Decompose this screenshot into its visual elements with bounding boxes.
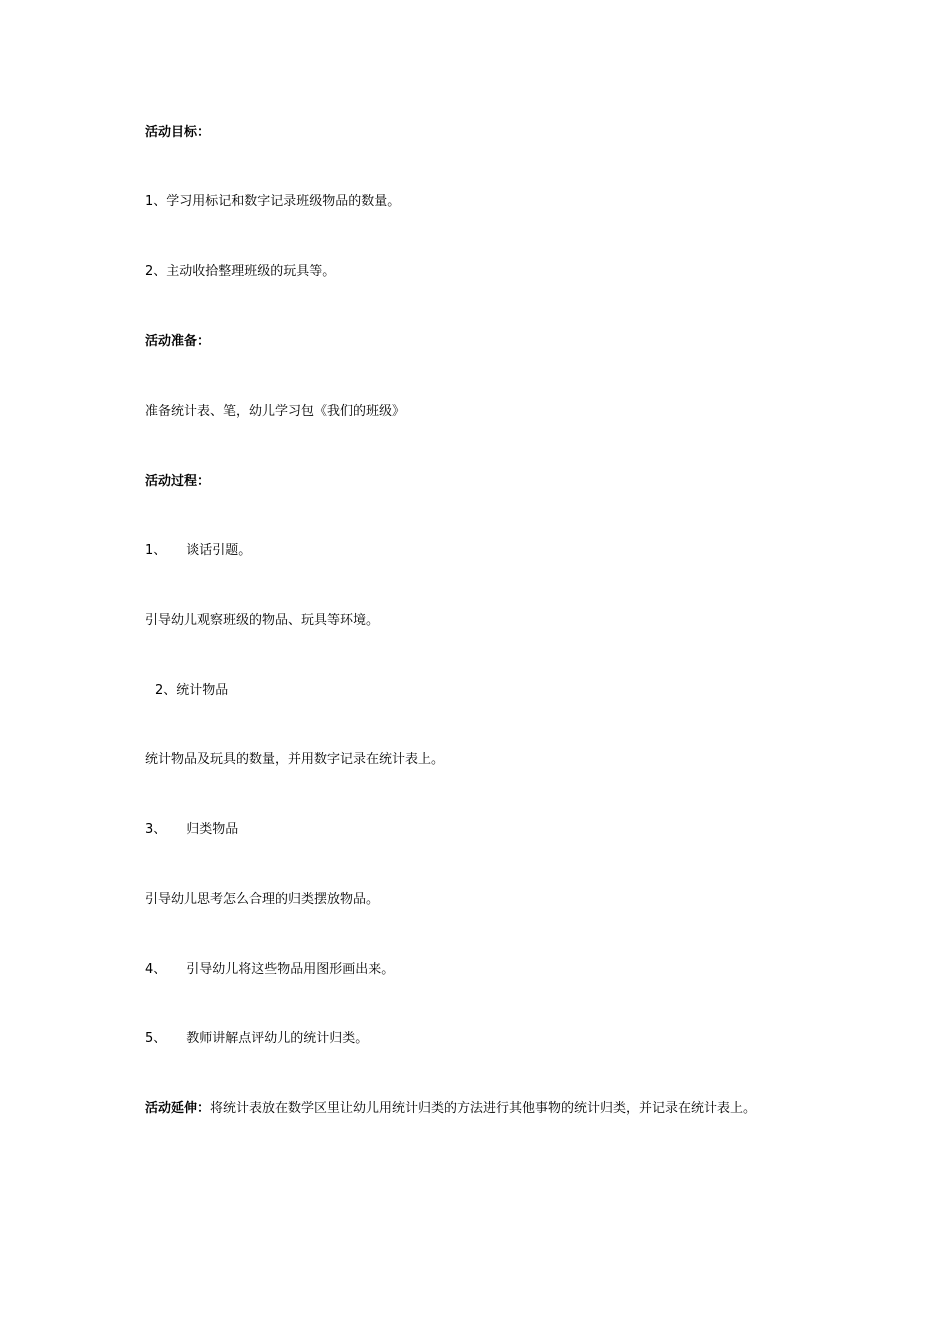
- step-5-text: 教师讲解点评幼儿的统计归类。: [186, 1031, 369, 1046]
- step-3-text: 归类物品: [186, 822, 239, 837]
- goal-item-2: 2、主动收拾整理班级的玩具等。: [145, 264, 336, 279]
- step-5-number: 5、: [145, 1031, 167, 1046]
- step-1-number: 1、: [145, 543, 167, 558]
- extension-paragraph: [145, 1100, 756, 1118]
- step-2: 2、统计物品: [155, 683, 229, 698]
- goals-heading: 活动目标：: [145, 125, 211, 140]
- step-4-text: 引导幼儿将这些物品用图形画出来。: [186, 962, 395, 977]
- goal-item-1: 1、学习用标记和数字记录班级物品的数量。: [145, 194, 401, 209]
- prep-text: 准备统计表、笔，幼儿学习包《我们的班级》: [145, 404, 406, 419]
- step-4: [145, 961, 394, 979]
- extension-text: 将统计表放在数学区里让幼儿用统计归类的方法进行其他事物的统计归类，并记录在统计表上。: [210, 1101, 757, 1116]
- extension-heading: 活动延伸：: [145, 1101, 211, 1116]
- step-1-text: 谈话引题。: [186, 543, 252, 558]
- prep-heading: 活动准备：: [145, 334, 211, 349]
- step-1: [145, 542, 251, 560]
- step-3: [145, 821, 238, 839]
- step-1-description: 引导幼儿观察班级的物品、玩具等环境。: [145, 613, 380, 628]
- step-3-number: 3、: [145, 822, 167, 837]
- step-4-number: 4、: [145, 962, 167, 977]
- step-5: [145, 1030, 368, 1048]
- process-heading: 活动过程：: [145, 474, 211, 489]
- step-2-description: 统计物品及玩具的数量，并用数字记录在统计表上。: [145, 752, 445, 767]
- step-3-description: 引导幼儿思考怎么合理的归类摆放物品。: [145, 892, 380, 907]
